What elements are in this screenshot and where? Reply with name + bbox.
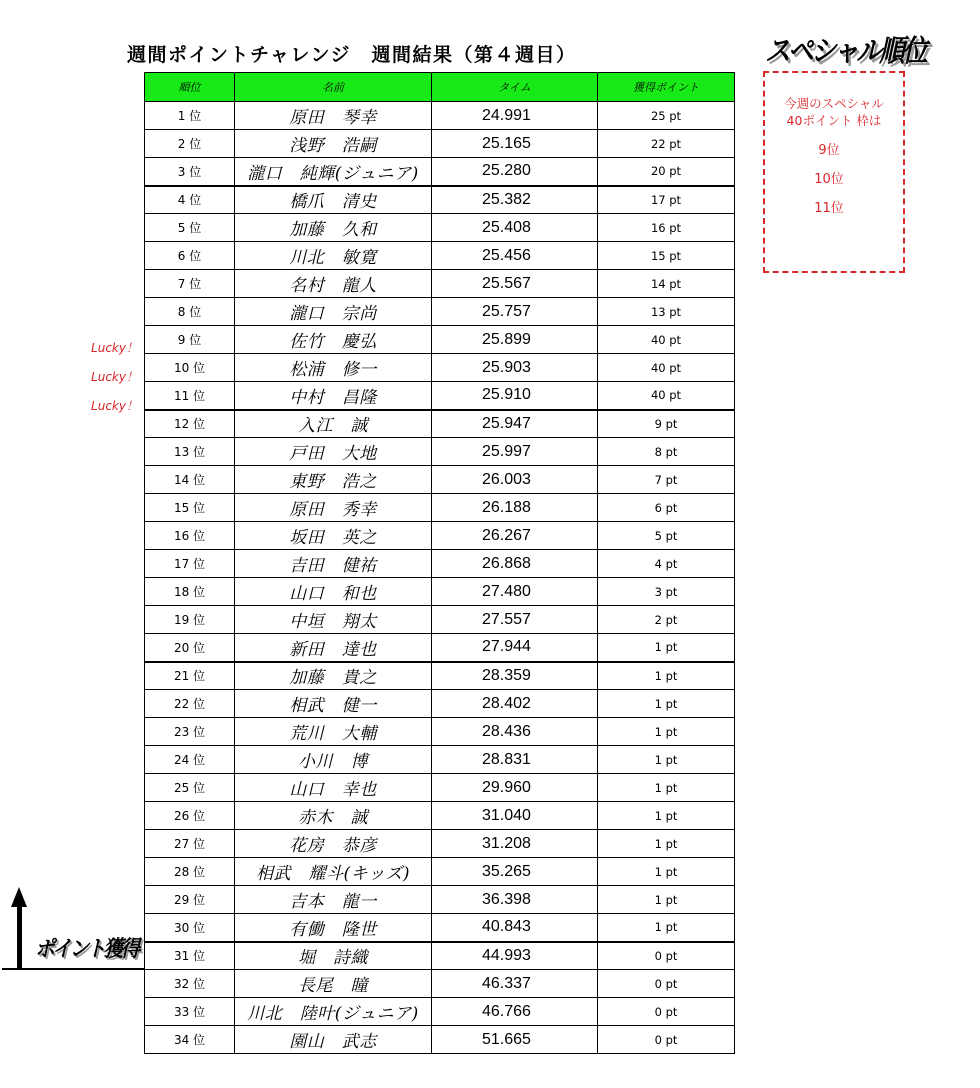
table-row: [145, 158, 735, 186]
points-cell: 1 pt: [598, 746, 735, 774]
time-cell: 46.766: [432, 998, 598, 1026]
name-cell: 中村 昌隆: [235, 382, 432, 410]
points-cell: 1 pt: [598, 886, 735, 914]
rank-cell: 26 位: [145, 802, 235, 830]
point-cutoff-line: [2, 968, 144, 970]
table-row: [145, 550, 735, 578]
table-row: [145, 942, 735, 970]
points-cell: 0 pt: [598, 970, 735, 998]
page-title: 週間ポイントチャレンジ 週間結果（第４週目）: [127, 44, 577, 66]
time-cell: 25.165: [432, 130, 598, 158]
points-cell: 17 pt: [598, 186, 735, 214]
header-rank: 順位: [145, 73, 235, 102]
table-row: [145, 1026, 735, 1054]
name-cell: 中垣 翔太: [235, 606, 432, 634]
time-cell: 46.337: [432, 970, 598, 998]
rank-cell: 14 位: [145, 466, 235, 494]
name-cell: 加藤 久和: [235, 214, 432, 242]
rank-cell: 18 位: [145, 578, 235, 606]
name-cell: 名村 龍人: [235, 270, 432, 298]
name-cell: 吉田 健祐: [235, 550, 432, 578]
header-name: 名前: [235, 73, 432, 102]
results-table: [144, 72, 735, 1054]
name-cell: 長尾 瞳: [235, 970, 432, 998]
table-row: [145, 214, 735, 242]
points-cell: 1 pt: [598, 858, 735, 886]
rank-cell: 34 位: [145, 1026, 235, 1054]
rank-cell: 30 位: [145, 914, 235, 942]
points-cell: 1 pt: [598, 802, 735, 830]
time-cell: 25.456: [432, 242, 598, 270]
table-row: [145, 298, 735, 326]
time-cell: 44.993: [432, 942, 598, 970]
table-row: [145, 186, 735, 214]
points-cell: 40 pt: [598, 326, 735, 354]
table-row: [145, 690, 735, 718]
rank-cell: 32 位: [145, 970, 235, 998]
points-cell: 20 pt: [598, 158, 735, 186]
rank-cell: 9 位: [145, 326, 235, 354]
rank-cell: 12 位: [145, 410, 235, 438]
rank-cell: 7 位: [145, 270, 235, 298]
points-cell: 0 pt: [598, 942, 735, 970]
time-cell: 31.040: [432, 802, 598, 830]
table-row: [145, 830, 735, 858]
header-time: タイム: [432, 73, 598, 102]
rank-cell: 27 位: [145, 830, 235, 858]
name-cell: 坂田 英之: [235, 522, 432, 550]
name-cell: 荒川 大輔: [235, 718, 432, 746]
time-cell: 36.398: [432, 886, 598, 914]
table-row: [145, 326, 735, 354]
table-row: [145, 662, 735, 690]
special-rank-item: 10位: [814, 172, 844, 187]
time-cell: 26.188: [432, 494, 598, 522]
table-row: [145, 914, 735, 942]
time-cell: 25.757: [432, 298, 598, 326]
table-row: [145, 130, 735, 158]
rank-cell: 22 位: [145, 690, 235, 718]
name-cell: 橋爪 清史: [235, 186, 432, 214]
rank-cell: 19 位: [145, 606, 235, 634]
time-cell: 51.665: [432, 1026, 598, 1054]
name-cell: 原田 秀幸: [235, 494, 432, 522]
name-cell: 有働 隆世: [235, 914, 432, 942]
time-cell: 28.831: [432, 746, 598, 774]
points-cell: 2 pt: [598, 606, 735, 634]
table-row: [145, 438, 735, 466]
arrow-shaft: [17, 905, 22, 969]
time-cell: 25.947: [432, 410, 598, 438]
point-gain-label: ポイント獲得: [35, 937, 138, 962]
time-cell: 27.557: [432, 606, 598, 634]
rank-cell: 5 位: [145, 214, 235, 242]
lucky-label: Lucky！: [91, 341, 138, 355]
time-cell: 40.843: [432, 914, 598, 942]
time-cell: 31.208: [432, 830, 598, 858]
time-cell: 28.436: [432, 718, 598, 746]
table-row: [145, 718, 735, 746]
name-cell: 原田 琴幸: [235, 102, 432, 130]
name-cell: 赤木 誠: [235, 802, 432, 830]
table-row: [145, 886, 735, 914]
table-row: [145, 858, 735, 886]
points-cell: 6 pt: [598, 494, 735, 522]
rank-cell: 8 位: [145, 298, 235, 326]
table-row: [145, 466, 735, 494]
points-cell: 0 pt: [598, 1026, 735, 1054]
points-cell: 14 pt: [598, 270, 735, 298]
points-cell: 1 pt: [598, 830, 735, 858]
table-row: [145, 746, 735, 774]
rank-cell: 21 位: [145, 662, 235, 690]
name-cell: 園山 武志: [235, 1026, 432, 1054]
table-row: [145, 522, 735, 550]
table-row: [145, 802, 735, 830]
rank-cell: 24 位: [145, 746, 235, 774]
header-points: 獲得ポイント: [598, 73, 735, 102]
table-row: [145, 410, 735, 438]
points-cell: 15 pt: [598, 242, 735, 270]
rank-cell: 2 位: [145, 130, 235, 158]
points-cell: 1 pt: [598, 774, 735, 802]
name-cell: 川北 敏寛: [235, 242, 432, 270]
rank-cell: 11 位: [145, 382, 235, 410]
special-note-line: 40ポイント 枠は: [786, 113, 882, 128]
rank-cell: 20 位: [145, 634, 235, 662]
rank-cell: 10 位: [145, 354, 235, 382]
time-cell: 29.960: [432, 774, 598, 802]
name-cell: 松浦 修一: [235, 354, 432, 382]
name-cell: 入江 誠: [235, 410, 432, 438]
points-cell: 9 pt: [598, 410, 735, 438]
points-cell: 0 pt: [598, 998, 735, 1026]
rank-cell: 1 位: [145, 102, 235, 130]
table-row: [145, 634, 735, 662]
rank-cell: 28 位: [145, 858, 235, 886]
rank-cell: 16 位: [145, 522, 235, 550]
rank-cell: 25 位: [145, 774, 235, 802]
rank-cell: 15 位: [145, 494, 235, 522]
table-row: [145, 102, 735, 130]
special-note-line: 今週のスペシャル: [784, 96, 884, 111]
name-cell: 東野 浩之: [235, 466, 432, 494]
special-rank-box: [763, 71, 905, 273]
time-cell: 35.265: [432, 858, 598, 886]
name-cell: 相武 健一: [235, 690, 432, 718]
name-cell: 加藤 貴之: [235, 662, 432, 690]
table-row: [145, 578, 735, 606]
time-cell: 28.402: [432, 690, 598, 718]
rank-cell: 4 位: [145, 186, 235, 214]
time-cell: 25.997: [432, 438, 598, 466]
name-cell: 花房 恭彦: [235, 830, 432, 858]
table-row: [145, 998, 735, 1026]
time-cell: 27.480: [432, 578, 598, 606]
points-cell: 1 pt: [598, 634, 735, 662]
table-row: [145, 242, 735, 270]
name-cell: 吉本 龍一: [235, 886, 432, 914]
special-rank-title: スペシャル順位: [765, 34, 926, 69]
special-rank-item: 11位: [814, 201, 844, 216]
table-row: [145, 970, 735, 998]
points-cell: 1 pt: [598, 690, 735, 718]
table-row: [145, 382, 735, 410]
time-cell: 25.408: [432, 214, 598, 242]
name-cell: 山口 幸也: [235, 774, 432, 802]
name-cell: 佐竹 慶弘: [235, 326, 432, 354]
special-note: [765, 95, 903, 129]
points-cell: 8 pt: [598, 438, 735, 466]
time-cell: 25.903: [432, 354, 598, 382]
points-cell: 40 pt: [598, 382, 735, 410]
time-cell: 26.267: [432, 522, 598, 550]
points-cell: 1 pt: [598, 914, 735, 942]
points-cell: 4 pt: [598, 550, 735, 578]
time-cell: 24.991: [432, 102, 598, 130]
points-cell: 1 pt: [598, 662, 735, 690]
time-cell: 25.567: [432, 270, 598, 298]
arrow-up-icon: [11, 887, 27, 907]
points-cell: 13 pt: [598, 298, 735, 326]
rank-cell: 31 位: [145, 942, 235, 970]
time-cell: 26.868: [432, 550, 598, 578]
name-cell: 山口 和也: [235, 578, 432, 606]
lucky-label: Lucky！: [91, 399, 138, 413]
points-cell: 40 pt: [598, 354, 735, 382]
rank-cell: 23 位: [145, 718, 235, 746]
name-cell: 浅野 浩嗣: [235, 130, 432, 158]
name-cell: 川北 陸叶(ジュニア): [235, 998, 432, 1026]
special-rank-item: 9位: [818, 143, 840, 158]
name-cell: 瀧口 宗尚: [235, 298, 432, 326]
time-cell: 28.359: [432, 662, 598, 690]
time-cell: 25.280: [432, 158, 598, 186]
time-cell: 25.382: [432, 186, 598, 214]
time-cell: 27.944: [432, 634, 598, 662]
time-cell: 26.003: [432, 466, 598, 494]
table-row: [145, 354, 735, 382]
rank-cell: 13 位: [145, 438, 235, 466]
name-cell: 戸田 大地: [235, 438, 432, 466]
time-cell: 25.899: [432, 326, 598, 354]
table-row: [145, 774, 735, 802]
time-cell: 25.910: [432, 382, 598, 410]
table-row: [145, 606, 735, 634]
points-cell: 25 pt: [598, 102, 735, 130]
rank-cell: 33 位: [145, 998, 235, 1026]
table-row: [145, 494, 735, 522]
points-cell: 16 pt: [598, 214, 735, 242]
name-cell: 新田 達也: [235, 634, 432, 662]
name-cell: 相武 耀斗(キッズ): [235, 858, 432, 886]
points-cell: 22 pt: [598, 130, 735, 158]
table-header-row: [145, 73, 735, 102]
points-cell: 5 pt: [598, 522, 735, 550]
table-row: [145, 270, 735, 298]
lucky-label: Lucky！: [91, 370, 138, 384]
name-cell: 小川 博: [235, 746, 432, 774]
rank-cell: 17 位: [145, 550, 235, 578]
special-rank-list: [765, 136, 903, 223]
points-cell: 1 pt: [598, 718, 735, 746]
points-cell: 7 pt: [598, 466, 735, 494]
points-cell: 3 pt: [598, 578, 735, 606]
rank-cell: 29 位: [145, 886, 235, 914]
rank-cell: 3 位: [145, 158, 235, 186]
name-cell: 堀 詩織: [235, 942, 432, 970]
rank-cell: 6 位: [145, 242, 235, 270]
name-cell: 瀧口 純輝(ジュニア): [235, 158, 432, 186]
